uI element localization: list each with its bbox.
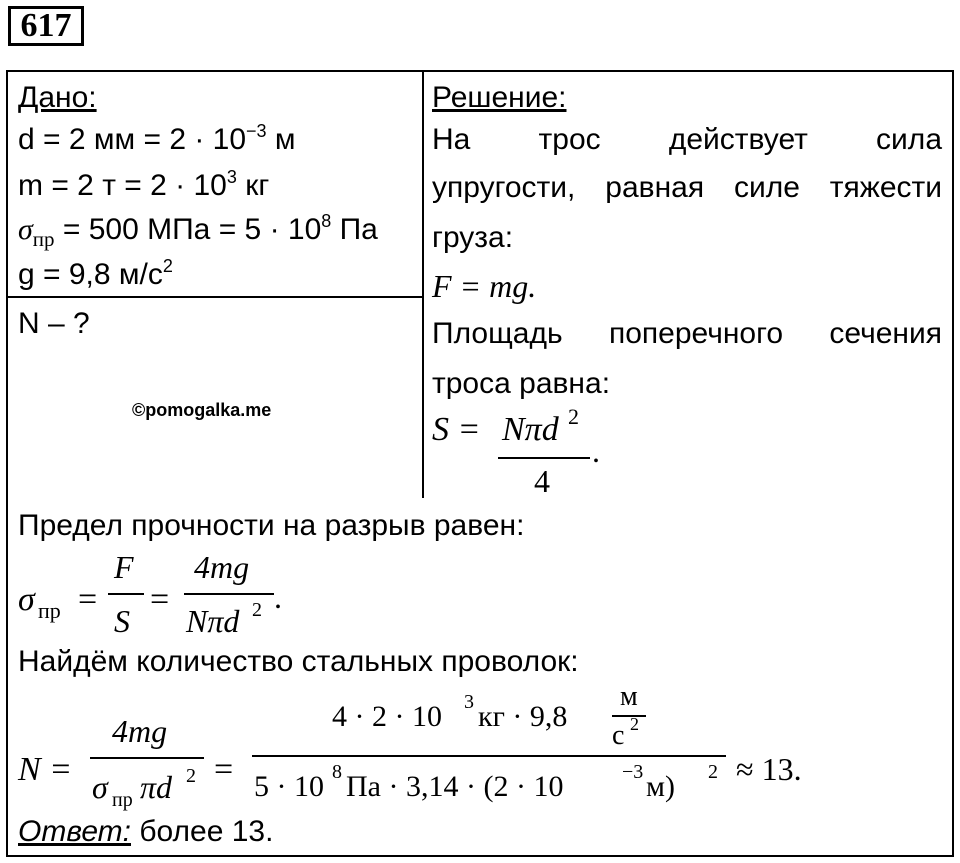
formula-S-num-exp: 2 — [568, 404, 579, 429]
given-m: m = 2 $т = 2 \cdot 10^3$ кг — [18, 167, 270, 202]
answer-label: Ответ: — [18, 815, 131, 848]
frac2-den-exp: 2 — [252, 599, 262, 621]
sigma-period: . — [274, 579, 282, 615]
unit-s: с — [612, 720, 625, 751]
formula-S-end: . — [592, 433, 600, 469]
sigma-eq2: = — [150, 581, 170, 618]
big-num-rest: кг · 9,8 — [478, 700, 568, 733]
big-den: 5 · 10 — [254, 770, 324, 803]
big-den-exp3: 2 — [708, 761, 718, 783]
formula-S-den: 4 — [534, 463, 550, 499]
big-den-mid: Па · 3,14 · (2 · 10 — [346, 770, 564, 803]
N-frac-den-exp: 2 — [186, 765, 196, 787]
find-N: N – ? — [18, 307, 90, 340]
answer-value: более 13. — [131, 815, 274, 848]
solution-line3: груза: — [432, 221, 514, 254]
sigma-symbol: σ — [18, 581, 35, 618]
big-num-exp: 3 — [464, 691, 474, 713]
formula-S-lhs: S = — [432, 411, 481, 448]
solution-line4: Площадь поперечного сечения — [432, 317, 942, 350]
N-frac-den-sub: пр — [112, 789, 133, 811]
N-eq: = — [214, 751, 234, 788]
unit-m: м — [620, 681, 638, 712]
frac1-num: F — [114, 549, 134, 585]
solution-header: Решение: — [432, 81, 567, 114]
N-frac-num: 4mg — [112, 713, 168, 749]
big-den-exp2: −3 — [622, 761, 644, 783]
solution-line2: упругости, равная силе тяжести — [432, 171, 942, 204]
given-sigma: $\sigma_{пр} = 500$ МПа = $5 \cdot 10^8$ Па — [18, 211, 378, 251]
answer-line — [18, 814, 273, 850]
given-header: Дано: — [18, 81, 97, 114]
big-den-exp1: 8 — [332, 761, 342, 783]
frac2-den: Nπd — [186, 603, 240, 639]
frac1-den: S — [114, 603, 130, 639]
approx-result: ≈ 13. — [736, 751, 802, 787]
watermark: ©pomogalka.me — [132, 400, 272, 420]
unit-s-exp: 2 — [630, 714, 639, 734]
N-lhs: N = — [18, 751, 73, 788]
solution-line1: На трос действует сила — [432, 123, 942, 156]
problem-number: 617 — [8, 6, 84, 46]
sigma-eq1: = — [78, 581, 98, 618]
given-g: g = 9,8 $м/с^2$ — [18, 256, 173, 291]
formula-S-num: Nπd — [502, 411, 559, 448]
formula-F: F = mg. — [432, 268, 537, 304]
N-frac-den-rest: πd — [140, 769, 173, 805]
solution-line6: Предел прочности на разрыв равен: — [18, 509, 525, 542]
given-d: d = 2 мм = $2 \cdot 10^{-3}$ м — [18, 121, 296, 156]
N-frac-den-sym: σ — [92, 769, 108, 805]
solution-line5: троса равна: — [432, 367, 611, 400]
frac2-num: 4mg — [194, 549, 250, 585]
solution-line7: Найдём количество стальных проволок: — [18, 645, 579, 678]
sigma-sub: пр — [38, 598, 61, 623]
big-den-end: м) — [646, 770, 675, 803]
big-num: 4 · 2 · 10 — [332, 700, 442, 733]
